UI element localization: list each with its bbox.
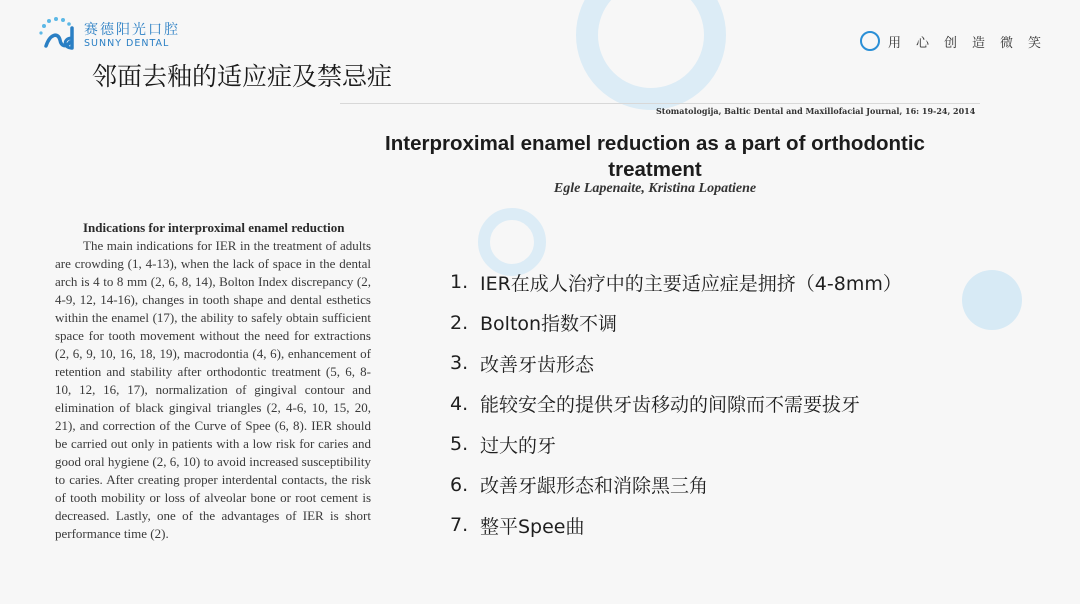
- list-item-number: 5.: [450, 433, 469, 456]
- excerpt-body: The main indications for IER in the treatment of adults are crowding (1, 4-13), when the lack of space in the dental arch is 4 to 8 mm (2, 6, 8, 14), Bolton Index discrepancy (2, 4-9, 12, 14-16), changes in tooth shape and dental esthetics within the enamel (17), the ability to safely obtain sufficient space for tooth movement without the need for extractions (2, 6, 9, 10, 16, 18, 19), macrodontia (4, 6), enhancement of retention and stability after orthodontic treatment (5, 6, 8-10, 12, 16, 17), normalization of gingival contour and elimination of black gingival triangles (2, 4-6, 10, 15, 20, 21), and correction of the Curve of Spee (6, 8). IER should be carried out only in patients with a low risk for caries and good oral hygiene (2, 6, 10) to avoid increased susceptibility to caries. After creating proper interdental contacts, the risk of tooth mobility or loss of alveolar bone or root cement is decreased. Lastly, one of the advantages of IER is short performance time (2).: [55, 238, 371, 541]
- list-item-number: 1.: [450, 271, 469, 294]
- paper-title: Interproximal enamel reduction as a part of orthodontic treatment: [385, 132, 925, 181]
- list-item-number: 4.: [450, 392, 469, 415]
- list-item-text: 改善牙龈形态和消除黑三角: [480, 475, 709, 498]
- list-item-number: 6.: [450, 473, 469, 496]
- list-item-text: 过大的牙: [480, 434, 557, 457]
- list-item: [450, 505, 902, 546]
- journal-citation: Stomatologija, Baltic Dental and Maxillofacial Journal, 16: 19-24, 2014: [656, 106, 976, 116]
- sunny-dental-logo-icon: [36, 16, 84, 52]
- list-item: [450, 303, 902, 344]
- list-item: [450, 424, 902, 465]
- slogan: [860, 31, 1056, 51]
- list-item: [450, 343, 902, 384]
- list-item-text: Bolton指数不调: [480, 313, 618, 336]
- list-item-text: 能较安全的提供牙齿移动的间隙而不需要拔牙: [480, 394, 861, 417]
- list-item: [450, 384, 902, 425]
- decorative-ring-top: [576, 0, 726, 110]
- list-item-number: 3.: [450, 352, 469, 375]
- brand-logo: [36, 16, 196, 56]
- paper-authors: Egle Lapenaite, Kristina Lopatiene: [553, 181, 757, 196]
- circle-icon: [860, 31, 880, 51]
- indications-list: [450, 262, 902, 546]
- divider-line: [340, 103, 980, 104]
- list-item-text: 改善牙齿形态: [480, 353, 595, 376]
- slide-title: 邻面去釉的适应症及禁忌症: [92, 62, 393, 91]
- excerpt-heading: Indications for interproximal enamel reduction: [83, 220, 345, 235]
- paper-excerpt: [55, 219, 371, 543]
- list-item: [450, 262, 902, 303]
- list-item-number: 7.: [450, 514, 469, 537]
- list-item-text: IER在成人治疗中的主要适应症是拥挤（4-8mm）: [480, 272, 902, 295]
- slogan-text: 用心创造微笑: [887, 35, 1056, 51]
- list-item: [450, 465, 902, 506]
- list-item-number: 2.: [450, 311, 469, 334]
- list-item-text: 整平Spee曲: [480, 515, 585, 538]
- logo-text-en: SUNNY DENTAL: [84, 38, 170, 49]
- logo-text-cn: 赛德阳光口腔: [84, 22, 180, 38]
- decorative-circle-right: [962, 270, 1022, 330]
